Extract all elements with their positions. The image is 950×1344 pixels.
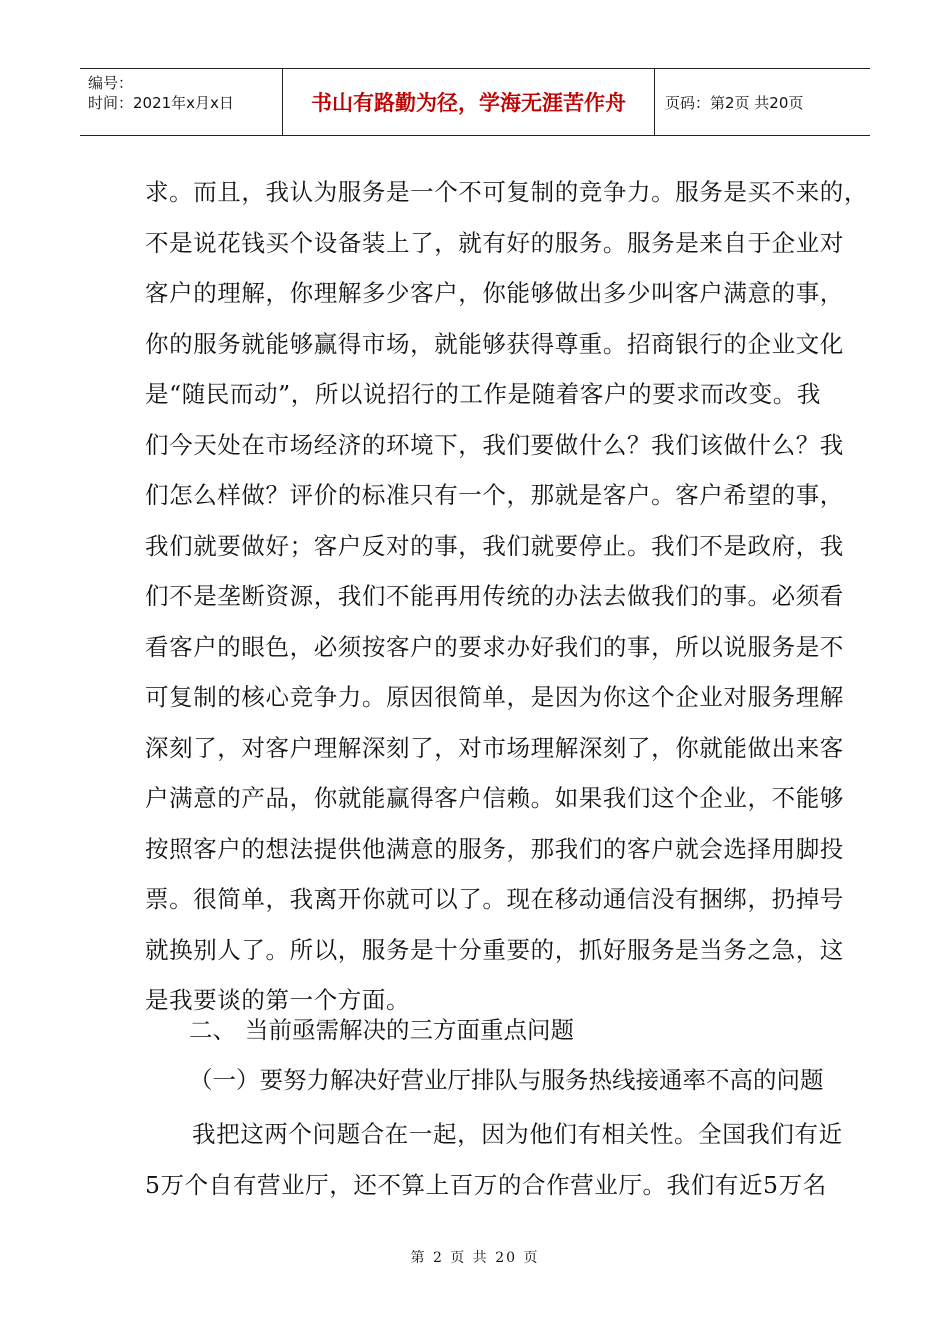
body-paragraph-2 xyxy=(145,1109,843,1210)
page-header xyxy=(80,68,870,136)
body-line: 客户的理解，你理解多少客户，你能够做出多少叫客户满意的事， xyxy=(145,279,844,307)
section-heading xyxy=(189,1015,574,1045)
header-page-info: 页码：第2页 共20页 xyxy=(665,93,804,112)
document-number-label: 编号： xyxy=(88,74,134,92)
subsection-heading: （一）要努力解决好营业厅排队与服务热线接通率不高的问题 xyxy=(189,1066,824,1094)
body-line: 5万个自有营业厅，还不算上百万的合作营业厅。我们有近5万名 xyxy=(145,1170,827,1199)
body-line: 看客户的眼色，必须按客户的要求办好我们的事，所以说服务是不 xyxy=(145,632,844,661)
section-number: 二、 xyxy=(189,1016,236,1044)
body-line: 你的服务就能够赢得市场，就能够获得尊重。招商银行的企业文化 xyxy=(145,329,844,358)
body-line: 是“随民而动”，所以说招行的工作是随着客户的要求而改变。我 xyxy=(145,380,821,408)
body-line: 我们就要做好；客户反对的事，我们就要停止。我们不是政府，我 xyxy=(145,531,844,560)
body-line: 们今天处在市场经济的环境下，我们要做什么？我们该做什么？我 xyxy=(145,430,844,459)
body-line: 们不是垄断资源，我们不能再用传统的办法去做我们的事。必须看 xyxy=(145,582,844,610)
body-paragraph xyxy=(145,167,868,1026)
body-line: 就换别人了。所以，服务是十分重要的，抓好服务是当务之急，这 xyxy=(145,935,844,964)
body-line: 按照客户的想法提供他满意的服务，那我们的客户就会选择用脚投 xyxy=(145,834,844,863)
page-footer: 第 2 页 共 20 页 xyxy=(410,1250,540,1266)
body-line: 户满意的产品，你就能赢得客户信赖。如果我们这个企业，不能够 xyxy=(145,784,844,812)
header-meta-cell xyxy=(80,69,283,135)
body-line: 不是说花钱买个设备装上了，就有好的服务。服务是来自于企业对 xyxy=(145,228,844,257)
body-line: 票。很简单，我离开你就可以了。现在移动通信没有捆绑，扔掉号 xyxy=(145,885,844,913)
body-line: 们怎么样做？评价的标准只有一个，那就是客户。客户希望的事， xyxy=(145,481,844,509)
body-line: 深刻了，对客户理解深刻了，对市场理解深刻了，你就能做出来客 xyxy=(145,733,844,762)
document-date: 时间：2021年x月x日 xyxy=(88,94,234,112)
section-title: 当前亟需解决的三方面重点问题 xyxy=(245,1016,574,1044)
body-line: 可复制的核心竞争力。原因很简单，是因为你这个企业对服务理解 xyxy=(145,683,844,711)
body-line: 是我要谈的第一个方面。 xyxy=(145,986,411,1014)
header-motto: 书山有路勤为径，学海无涯苦作舟 xyxy=(283,69,655,135)
body-line: 求。而且，我认为服务是一个不可复制的竞争力。服务是买不来的， xyxy=(145,178,868,206)
body-line: 我把这两个问题合在一起，因为他们有相关性。全国我们有近 xyxy=(192,1120,843,1148)
